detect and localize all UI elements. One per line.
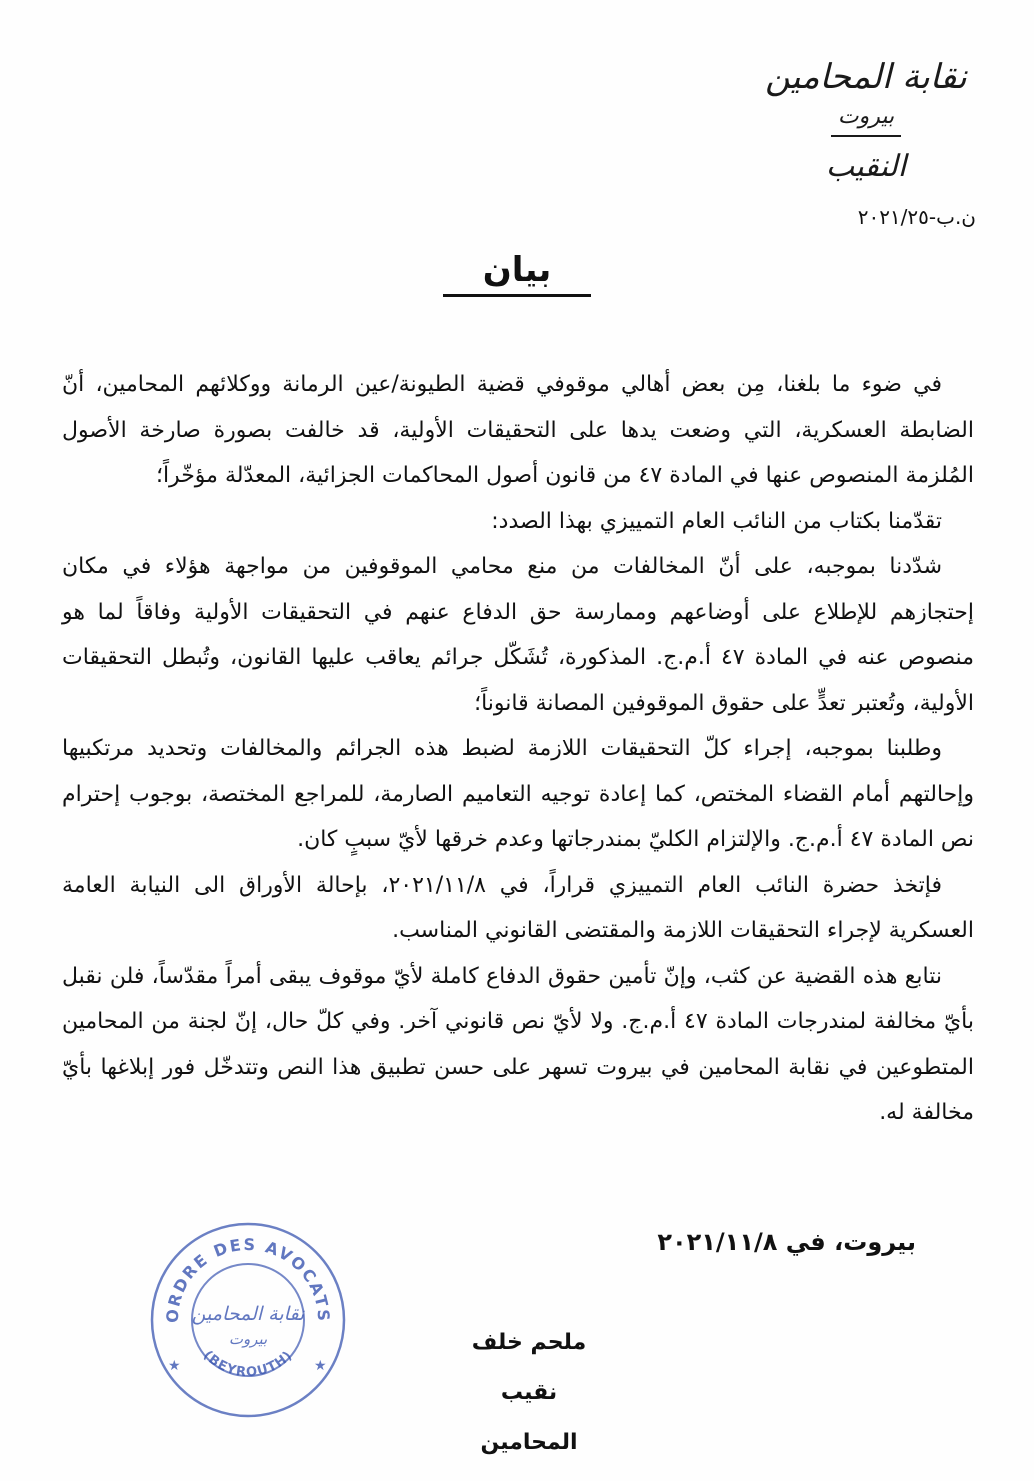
- letterhead-title: النقيب: [825, 149, 907, 184]
- stamp-star-left-icon: ★: [168, 1358, 181, 1374]
- reference-number: ن.ب-٢٠٢١/٢٥: [857, 205, 976, 229]
- stamp-inner-city: بيروت: [228, 1330, 268, 1348]
- signature-block: [449, 1318, 609, 1468]
- stamp-star-right-icon: ★: [314, 1358, 327, 1374]
- stamp-top-text: ORDRE DES AVOCATS: [162, 1234, 334, 1324]
- paragraph-2: تقدّمنا بكتاب من النائب العام التمييزي بهذا الصدد:: [491, 508, 942, 534]
- signer-name: ملحم خلف: [471, 1330, 587, 1355]
- letterhead-city: بيروت: [837, 104, 895, 129]
- letterhead-divider: [831, 135, 901, 137]
- document-title: بيان: [443, 250, 591, 297]
- letterhead-organization: نقابة المحامين: [765, 57, 967, 97]
- paragraph-4: وطلبنا بموجبه، إجراء كلّ التحقيقات اللازمة لضبط هذه الجرائم والمخالفات وتحديد مرتكبيها وإحالتهم أمام القضاء المختص، كما إعادة توجيه التعاميم الصارمة، للمراجع المختصة، بوجوب إحترام نص المادة ٤٧ أ.م.ج. والإلتزام الكليّ بمندرجاتها وعدم خرقها لأيّ سببٍ كان.: [62, 736, 974, 852]
- signer-title: نقيب المحامين: [480, 1380, 578, 1455]
- stamp-bottom-text: (BEYROUTH): [200, 1348, 296, 1381]
- document-heading: [0, 250, 1034, 297]
- stamp-inner-arabic: نقابة المحامين: [191, 1303, 305, 1325]
- letterhead: [756, 55, 976, 187]
- paragraph-5: فإتخذ حضرة النائب العام التمييزي قراراً، في ٢٠٢١/١١/٨، بإحالة الأوراق الى النيابة العامة العسكرية لإجراء التحقيقات اللازمة والمقتضى القانوني المناسب.: [62, 872, 974, 943]
- paragraph-1: في ضوء ما بلغنا، مِن بعض أهالي موقوفي قضية الطيونة/عين الرمانة ووكلائهم المحامين، أنّ الضابطة العسكرية، التي وضعت يدها على التحقيقات الأولية، قد خالفت بصورة صارخة الأصول المُلزمة المنصوص عنها في المادة ٤٧ من قانون أصول المحاكمات الجزائية، المعدّلة مؤخّراً؛: [62, 372, 974, 488]
- statement-body: [62, 362, 974, 1136]
- bar-association-stamp: [148, 1220, 348, 1420]
- paragraph-6: نتابع هذه القضية عن كثب، وإنّ تأمين حقوق الدفاع كاملة لأيّ موقوف يبقى أمراً مقدّساً، فلن نقبل بأيّ مخالفة لمندرجات المادة ٤٧ أ.م.ج. ولا لأيّ نص قانوني آخر. وفي كلّ حال، إنّ لجنة من المحامين المتطوعين في نقابة المحامين في بيروت تسهر على حسن تطبيق هذا النص وتتدخّل فور إبلاغها بأيّ مخالفة له.: [62, 963, 974, 1125]
- paragraph-3: شدّدنا بموجبه، على أنّ المخالفات من منع محامي الموقوفين من مواجهة هؤلاء في مكان إحتجازهم للإطلاع على أوضاعهم وممارسة حق الدفاع عنهم في التحقيقات الأولية وفاقاً لما هو منصوص عنه في المادة ٤٧ أ.م.ج. المذكورة، تُشَكّل جرائم يعاقب عليها القانون، وتُبطل التحقيقات الأولية، وتُعتبر تعدٍّ على حقوق الموقوفين المصانة قانوناً؛: [62, 554, 974, 716]
- dateline: بيروت، في ٢٠٢١/١١/٨: [657, 1228, 916, 1256]
